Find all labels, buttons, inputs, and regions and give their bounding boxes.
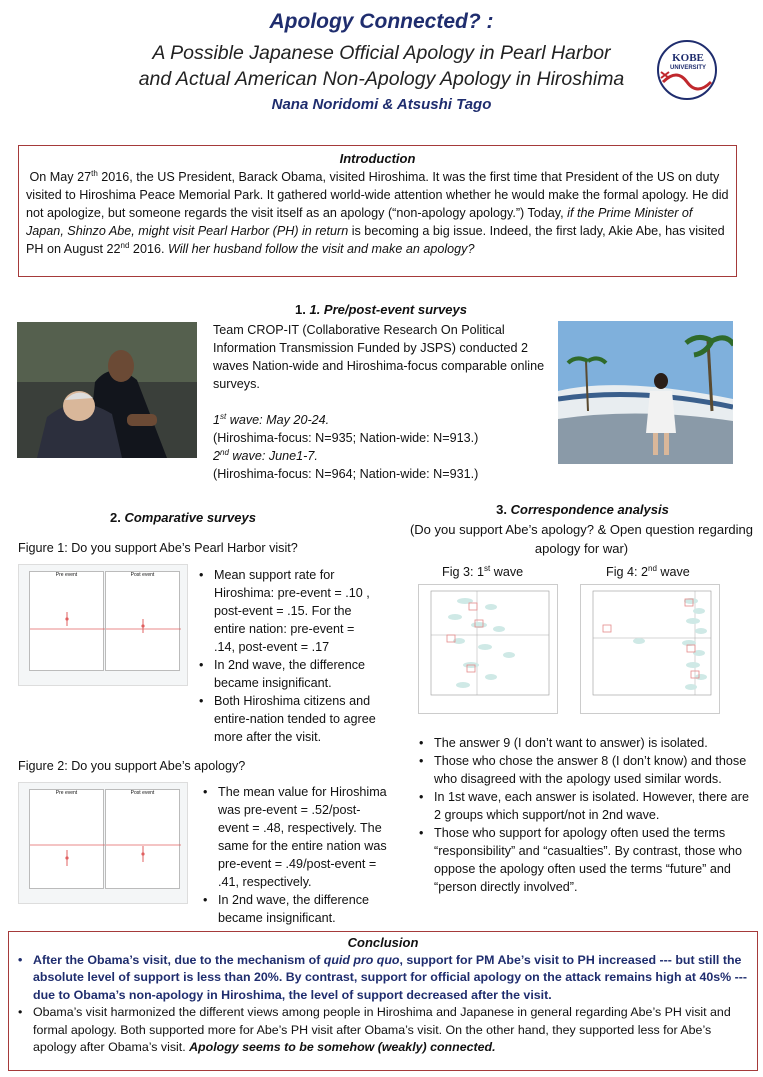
section1-heading: 1. 1. Pre/post-event surveys bbox=[295, 302, 467, 317]
ca-bullet: • Those who support for apology often used the terms “responsibility” and “casualties”. By contrast, those who oppose the apology often used the terms “future” and “person directly involved”. bbox=[416, 824, 756, 896]
wave2-date: 2nd wave: June1-7. bbox=[213, 447, 318, 463]
introduction-text: On May 27th 2016, the US President, Barack Obama, visited Hiroshima. It was the first time that President of the US on duty visited to Hiroshima Peace Memorial Park. It gathered world-wide attention whether he would make the formal apology. He did not apologize, but someone regards the visit itself as an apology (“non-apology apology.”) Today, if the Prime Minister of Japan, Shinzo Abe, might visit Pearl Harbor (PH) in return is becoming a big issue. Indeed, the first lady, Akie Abe, has visited PH on August 22nd 2016. Will her husband follow the visit and make an apology? bbox=[26, 168, 729, 256]
fig1-panel-post: Post event bbox=[105, 571, 180, 671]
figure2-chart bbox=[18, 782, 188, 904]
fig3-label: Fig 3: 1st wave bbox=[442, 563, 524, 579]
fig1-bullet: • Both Hiroshima citizens and entire-nation tended to agree more after the visit. bbox=[196, 692, 376, 746]
ca-bullet: • In 1st wave, each answer is isolated. However, there are 2 groups which support/not in 2nd wave. bbox=[416, 788, 756, 824]
fig2-bullet: • In 2nd wave, the difference became insignificant. bbox=[200, 891, 390, 927]
introduction-box bbox=[18, 145, 737, 277]
section3-heading: 3. Correspondence analysis bbox=[496, 502, 669, 517]
section3-bullets bbox=[416, 734, 756, 896]
section1-text bbox=[213, 321, 553, 483]
kobe-university-logo bbox=[655, 38, 719, 102]
survey-description: Team CROP-IT (Collaborative Research On Political Information Transmission Funded by JSPS) conducted 2 waves Nation-wide and Hiroshima-focus comparable online surveys. bbox=[213, 323, 545, 391]
akie-abe-photo bbox=[558, 321, 733, 464]
ca-bullet: • Those who chose the answer 8 (I don’t know) and those who disagreed with the apology used similar words. bbox=[416, 752, 756, 788]
wave2-n: (Hiroshima-focus: N=964; Nation-wide: N=931.) bbox=[213, 467, 479, 481]
title-sub2: and Actual American Non-Apology Apology in Hiroshima bbox=[138, 68, 625, 90]
authors: Nana Noridomi & Atsushi Tago bbox=[271, 96, 492, 113]
fig2-bullets bbox=[200, 783, 390, 927]
fig2-panel-post: Post event bbox=[105, 789, 180, 889]
fig1-bullet: • In 2nd wave, the difference became insignificant. bbox=[196, 656, 376, 692]
ca-bullet: • The answer 9 (I don’t want to answer) is isolated. bbox=[416, 734, 756, 752]
introduction-heading: Introduction bbox=[339, 151, 416, 166]
conclusion-box bbox=[8, 931, 758, 1071]
title-sub1: A Possible Japanese Official Apology in Pearl Harbor bbox=[152, 42, 611, 64]
wave1-n: (Hiroshima-focus: N=935; Nation-wide: N=913.) bbox=[213, 431, 479, 445]
fig1-bullets bbox=[196, 566, 376, 746]
poster-title bbox=[0, 10, 763, 113]
obama-hug-photo bbox=[17, 322, 197, 458]
conclusion-heading: Conclusion bbox=[347, 935, 419, 950]
section3-subheading: (Do you support Abe’s apology? & Open question regarding apology for war) bbox=[409, 522, 754, 556]
fig1-panel-pre: Pre event bbox=[29, 571, 104, 671]
conclusion-bullet-2: • Obama’s visit harmonized the different views among people in Hiroshima and Japanese in general regarding Abe’s PH visit and formal apology. Both supported more for Abe’s PH visit after Obama’s visit. On the other hand, they supported less for Abe’s apology after Obama’s visit. Apology seems to be somehow (weakly) connected. bbox=[15, 1004, 751, 1057]
logo-kobe: KOBE bbox=[672, 52, 704, 64]
fig1-caption: Figure 1: Do you support Abe’s Pearl Harbor visit? bbox=[18, 541, 298, 555]
section2-heading: 2. Comparative surveys bbox=[110, 510, 256, 525]
fig2-panel-pre: Pre event bbox=[29, 789, 104, 889]
wave1-date: 1st wave: May 20-24. bbox=[213, 411, 330, 427]
figure4-scatter bbox=[580, 584, 720, 714]
fig2-bullet: • The mean value for Hiroshima was pre-event = .52/post-event = .48, respectively. The same for the entire nation was pre-event = .49/post-event = .41, respectively. bbox=[200, 783, 390, 891]
figure3-scatter bbox=[418, 584, 558, 714]
fig1-bullet: • Mean support rate for Hiroshima: pre-event = .10 , post-event = .15. For the entire nation: pre-event = .14, post-event = .17 bbox=[196, 566, 376, 656]
logo-university: UNIVERSITY bbox=[669, 65, 706, 71]
figure1-chart bbox=[18, 564, 188, 686]
title-main: Apology Connected? : bbox=[269, 10, 494, 33]
conclusion-bullet-1: • After the Obama’s visit, due to the mechanism of quid pro quo, support for PM Abe’s visit to PH increased --- but still the absolute level of support is less than 20%. By contrast, support for official apology on the attack remains high at 40s% --- due to Obama’s non-apology in Hiroshima, the level of support decreased after the visit. bbox=[15, 952, 751, 1005]
fig4-label: Fig 4: 2nd wave bbox=[606, 563, 690, 579]
fig2-caption: Figure 2: Do you support Abe’s apology? bbox=[18, 759, 246, 773]
